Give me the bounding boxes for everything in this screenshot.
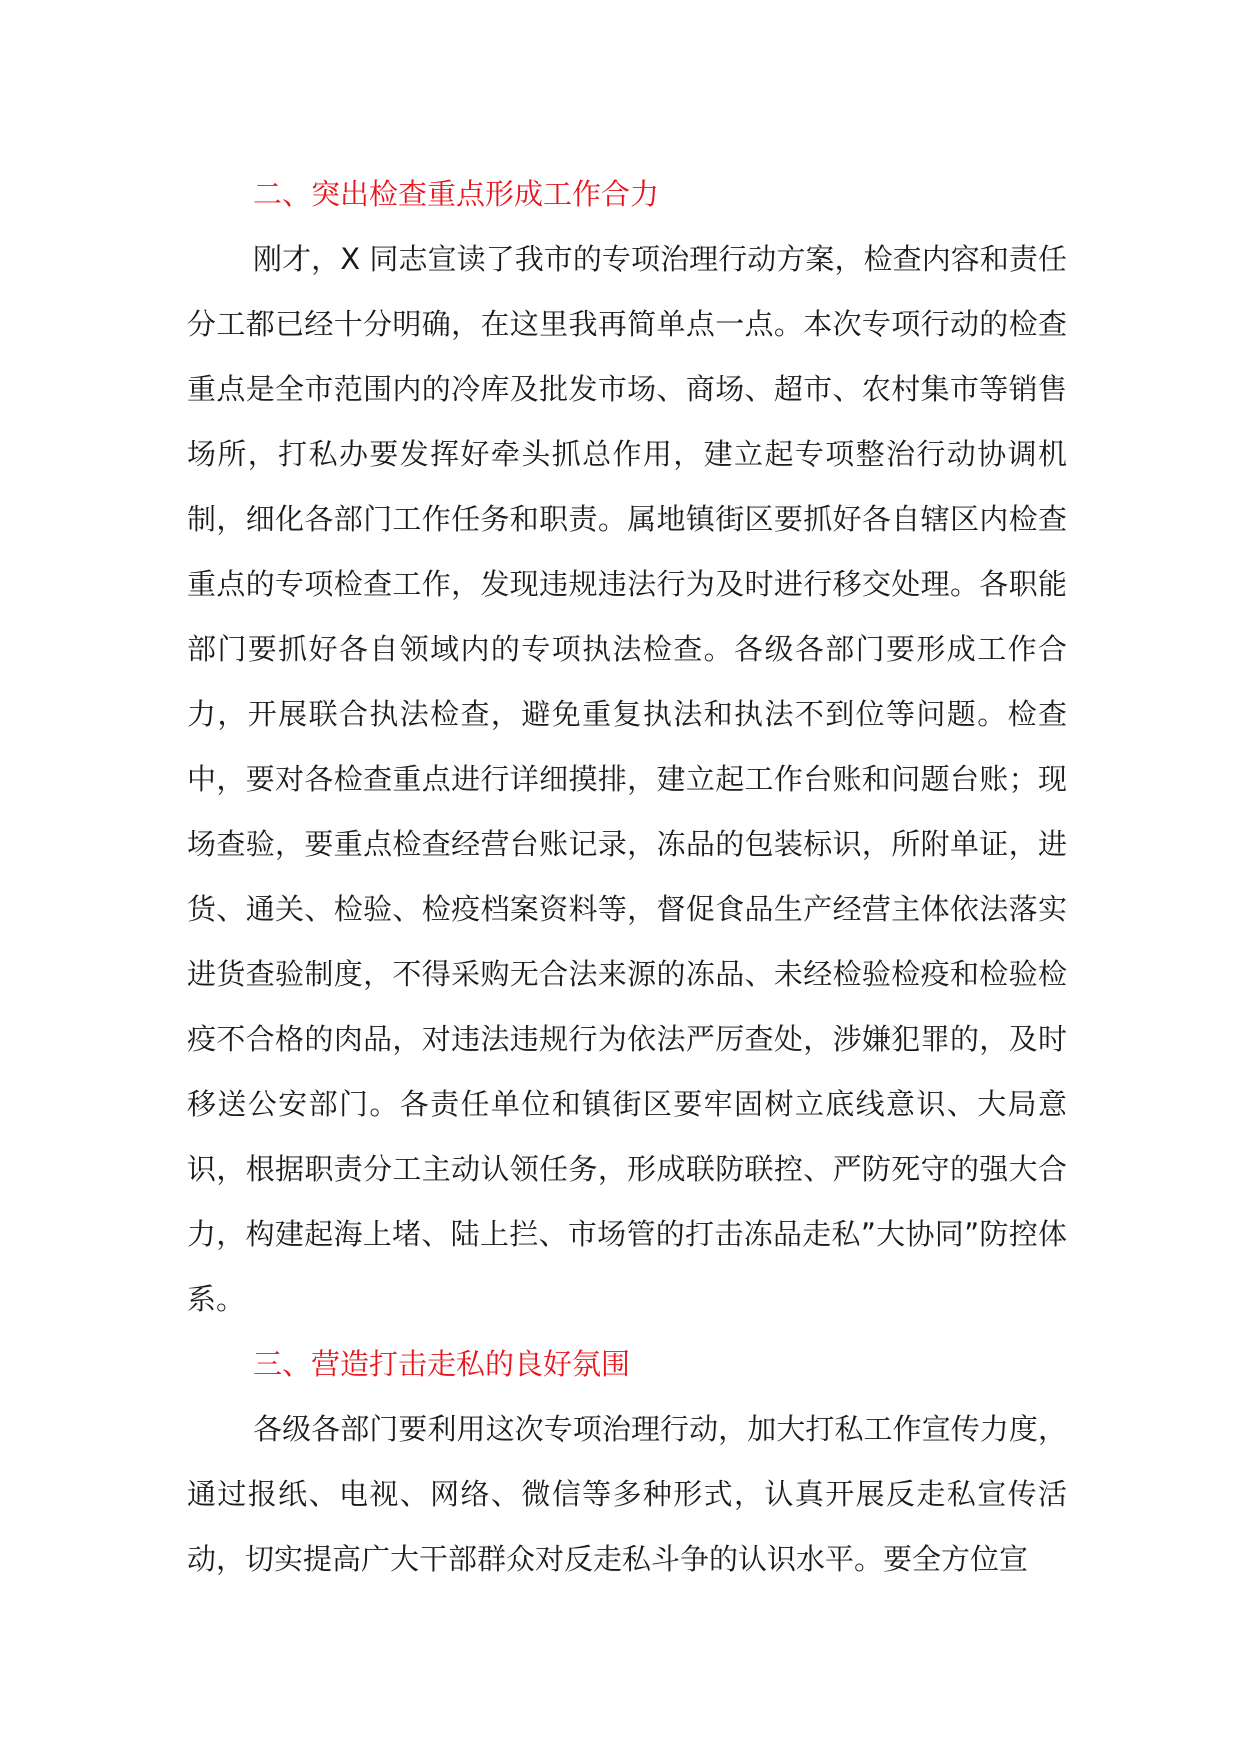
document-page (187, 162, 1067, 1592)
section-paragraph-2: 刚才，X 同志宣读了我市的专项治理行动方案，检查内容和责任分工都已经十分明确，在这里我再简单点一点。本次专项行动的检查重点是全市范围内的冷库及批发市场、商场、超市、农村集市等销售场所，打私办要发挥好牵头抓总作用，建立起专项整治行动协调机制，细化各部门工作任务和职责。属地镇街区要抓好各自辖区内检查重点的专项检查工作，发现违规违法行为及时进行移交处理。各职能部门要抓好各自领域内的专项执法检查。各级各部门要形成工作合力，开展联合执法检查，避免重复执法和执法不到位等问题。检查中，要对各检查重点进行详细摸排，建立起工作台账和问题台账；现场查验，要重点检查经营台账记录，冻品的包装标识，所附单证，进货、通关、检验、检疫档案资料等，督促食品生产经营主体依法落实进货查验制度，不得采购无合法来源的冻品、未经检验检疫和检验检疫不合格的肉品，对违法违规行为依法严厉查处，涉嫌犯罪的，及时移送公安部门。各责任单位和镇街区要牢固树立底线意识、大局意识，根据职责分工主动认领任务，形成联防联控、严防死守的强大合力，构建起海上堵、陆上拦、市场管的打击冻品走私”大协同”防控体系。 (187, 242, 1067, 1316)
section-heading-2: 二、突出检查重点形成工作合力 (253, 177, 660, 211)
section-heading-3: 三、营造打击走私的良好氛围 (253, 1347, 631, 1381)
section-paragraph-3: 各级各部门要利用这次专项治理行动，加大打私工作宣传力度，通过报纸、电视、网络、微信等多种形式，认真开展反走私宣传活动，切实提高广大干部群众对反走私斗争的认识水平。要全方位宣 (187, 1412, 1067, 1576)
